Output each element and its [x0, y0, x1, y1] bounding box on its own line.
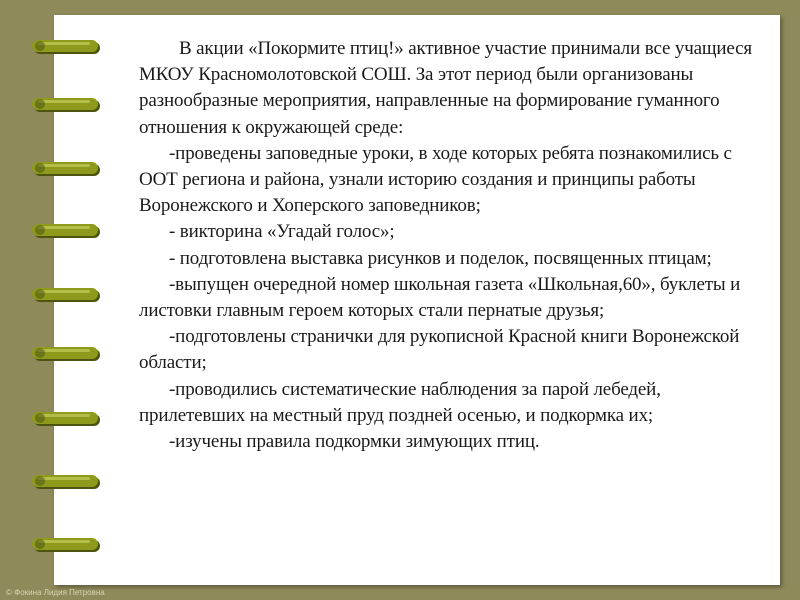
notebook-spiral-ring-icon	[32, 160, 104, 180]
paragraph-intro: В акции «Покормите птиц!» активное участие принимали все учащиеся МКОУ Красномолотовской СОШ. За этот период были организованы разнообразные мероприятия, направленные на формирование гуманного отношения к окружающей среде:	[139, 38, 753, 138]
paragraph-exhibition: - подготовлена выставка рисунков и поделок, посвященных птицам;	[169, 247, 712, 269]
paragraph-newspaper: -выпущен очередной номер школьная газета «Школьная,60», буклеты и листовки главным героем которых стали пернатые друзья;	[139, 273, 741, 322]
copyright-footer: © Фокина Лидия Петровна	[6, 588, 105, 597]
notebook-spiral-ring-icon	[32, 473, 104, 493]
notebook-spiral-ring-icon	[32, 222, 104, 242]
paragraph-feeding-rules: -изучены правила подкормки зимующих птиц.	[169, 431, 540, 453]
paragraph-red-book: -подготовлены странички для рукописной Красной книги Воронежской области;	[139, 326, 740, 374]
notebook-spiral-ring-icon	[32, 536, 104, 556]
paragraph-quiz: - викторина «Угадай голос»;	[169, 221, 395, 243]
paragraph-lessons: -проведены заповедные уроки, в ходе которых ребята познакомились с ООТ региона и района, узнали историю создания и принципы работы Воронежского и Хоперского заповедников;	[139, 142, 732, 217]
notebook-spiral-ring-icon	[32, 286, 104, 306]
notebook-spiral-ring-icon	[32, 96, 104, 116]
paragraph-swans: -проводились систематические наблюдения за парой лебедей, прилетевших на местный пруд поздней осенью, и подкормка их;	[139, 378, 661, 426]
notebook-spiral-ring-icon	[32, 410, 104, 430]
notebook-spiral-ring-icon	[32, 38, 104, 58]
body-text	[139, 36, 764, 455]
notebook-spiral-ring-icon	[32, 345, 104, 365]
